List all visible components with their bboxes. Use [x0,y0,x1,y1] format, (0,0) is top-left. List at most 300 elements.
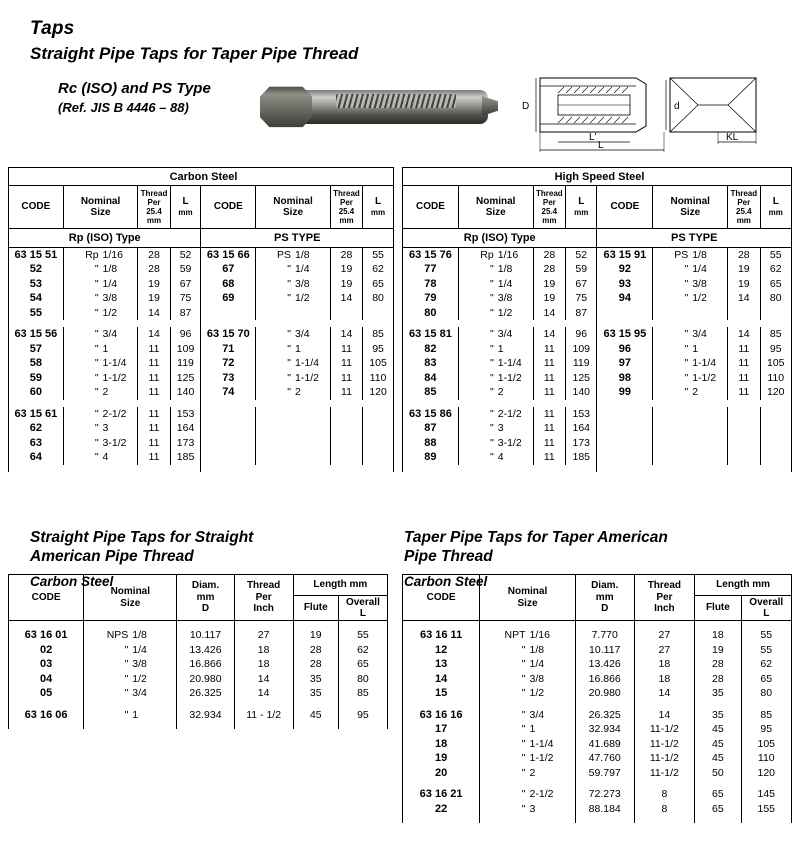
cell-nominal: " 1/4 [653,262,728,277]
tap-product-photo [258,72,502,144]
cell-thread: 11 [533,421,565,436]
cell-nominal: " 2 [480,766,576,781]
cell-flute: 35 [695,708,741,723]
cell-thread: 19 [728,262,760,277]
cell-nominal: " 3/4 [84,686,177,701]
cell-code: 14 [403,672,480,687]
cell-diam: 47.760 [575,751,634,766]
col-flute: Flute [695,596,741,621]
table-group-gap [9,320,394,327]
cell-l: 96 [170,327,201,342]
cell-l: 119 [170,356,201,371]
cell-l: 140 [170,385,201,400]
cell-code: 92 [597,262,653,277]
cell-flute: 19 [293,628,338,643]
table-group-gap [403,701,792,708]
table-row [403,356,792,371]
table-row [403,737,792,752]
cell-thread: 27 [634,643,695,658]
cell-l: 85 [760,327,791,342]
table-row [403,371,792,386]
cell-l: 67 [566,277,597,292]
cell-thread: 11-1/2 [634,722,695,737]
cell-flute: 18 [695,628,741,643]
cell-diam: 20.980 [575,686,634,701]
cell-code: 69 [201,291,256,306]
cell-l: 125 [170,371,201,386]
table-row [403,722,792,737]
cell-code: 87 [403,421,459,436]
table-row [9,342,394,357]
table-group-gap [9,621,388,629]
cell-diam: 59.797 [575,766,634,781]
cell-overall: 65 [338,657,387,672]
taper-american-pipe-table [402,574,792,823]
cell-nominal: " 1/4 [480,657,576,672]
cell-nominal: NPT 1/16 [480,628,576,643]
cell-nominal: Rp 1/16 [458,248,533,263]
cell-nominal: " 3 [458,421,533,436]
cell-nominal: " 1/2 [84,672,177,687]
table-group-gap [403,621,792,629]
cell-code: 63 15 76 [403,248,459,263]
cell-nominal: " 1/2 [480,686,576,701]
page-subtitle: Straight Pipe Taps for Taper Pipe Thread [30,44,359,63]
cell-nominal: " 3/8 [458,291,533,306]
cell-thread: 11 [533,371,565,386]
cell-nominal: NPS 1/8 [84,628,177,643]
table-section-title-row [403,168,792,186]
br-title-line2: Pipe Thread [404,548,493,566]
col-thread: Thread Per 25.4 mm [533,186,565,229]
cell-nominal: " 1/8 [458,262,533,277]
col-thread: Thread Per 25.4 mm [138,186,170,229]
cell-nominal: " 1-1/4 [63,356,138,371]
cell-nominal: " 1-1/2 [458,371,533,386]
cell-thread: 28 [533,248,565,263]
cell-thread: 11 [728,356,760,371]
br-title-line3: Carbon Steel [404,573,488,589]
cell-nominal: " 1-1/2 [256,371,331,386]
cell-code: 63 15 70 [201,327,256,342]
cell-thread: 11 [533,436,565,451]
table-row [403,643,792,658]
cell-code: 63 16 01 [9,628,84,643]
table-row [403,751,792,766]
cell-code: 20 [403,766,480,781]
cell-l: 125 [566,371,597,386]
cell-thread: 11 [533,342,565,357]
cell-overall: 80 [741,686,791,701]
cell-thread: 11 [330,371,362,386]
cell-flute: 35 [695,686,741,701]
cell-nominal: " 1 [458,342,533,357]
cell-code: 60 [9,385,64,400]
drawing-label-Lprime: L' [589,132,597,143]
cell-l: 153 [170,407,201,422]
cell-flute: 35 [293,686,338,701]
cell-nominal: " 1/8 [63,262,138,277]
cell-diam: 88.184 [575,802,634,817]
cell-l: 75 [170,291,201,306]
cell-nominal: " 2-1/2 [63,407,138,422]
cell-l: 120 [760,385,791,400]
cell-code: 63 16 21 [403,787,480,802]
cell-l: 173 [170,436,201,451]
cell-code: 63 15 56 [9,327,64,342]
cell-flute: 45 [695,737,741,752]
table-row [9,385,394,400]
cell-thread: 11 [533,407,565,422]
cell-overall: 110 [741,751,791,766]
cell-thread: 8 [634,802,695,817]
cell-thread: 18 [234,643,293,658]
tap-square-drive [260,86,312,128]
cell-nominal: " 1-1/4 [256,356,331,371]
cell-overall: 55 [741,643,791,658]
table-column-header-row [403,186,792,229]
cell-nominal: " 3/8 [256,277,331,292]
cell-thread: 28 [728,248,760,263]
cell-l: 85 [363,327,394,342]
cell-nominal: " 3/4 [480,708,576,723]
cell-nominal: " 2 [63,385,138,400]
tap-tip [482,96,498,116]
table-bottom-pad [9,722,388,729]
cell-thread: 11 [138,371,170,386]
cell-nominal: " 2 [653,385,728,400]
cell-nominal: " 1/4 [84,643,177,658]
col-nominal2: Nominal Size [653,186,728,229]
cell-code: 63 15 95 [597,327,653,342]
cell-thread: 11 [728,371,760,386]
cell-overall: 62 [338,643,387,658]
drawing-label-KL: KL [726,132,739,143]
cell-thread: 19 [533,277,565,292]
cell-thread: 11 [330,342,362,357]
table-type-row [403,229,792,248]
cell-thread: 28 [533,262,565,277]
cell-code: 74 [201,385,256,400]
col-nominal: Nominal Size [84,575,177,621]
cell-l: 95 [363,342,394,357]
cell-thread: 11 [533,385,565,400]
cell-l: 95 [760,342,791,357]
col-nominal: Nominal Size [458,186,533,229]
cell-code: 96 [597,342,653,357]
cell-l: 105 [363,356,394,371]
table-row [9,262,394,277]
cell-thread: 14 [330,291,362,306]
table-row [9,356,394,371]
cell-code: 68 [201,277,256,292]
col-flute: Flute [293,596,338,621]
cell-code: 63 15 81 [403,327,459,342]
cell-l: 59 [566,262,597,277]
table-group-gap [403,780,792,787]
cell-l: 96 [566,327,597,342]
col-l: L mm [566,186,597,229]
cell-flute: 28 [293,657,338,672]
table-row [9,248,394,263]
cell-code: 98 [597,371,653,386]
cell-flute: 28 [293,643,338,658]
cell-flute: 45 [293,708,338,723]
table-group-gap [403,320,792,327]
cell-thread: 18 [634,672,695,687]
cell-code: 83 [403,356,459,371]
cell-nominal: " 1/8 [480,643,576,658]
cell-code: 71 [201,342,256,357]
col-l: L mm [170,186,201,229]
cell-diam: 7.770 [575,628,634,643]
table-row [403,342,792,357]
cell-l: 52 [170,248,201,263]
cell-diam: 26.325 [177,686,234,701]
cell-thread: 28 [138,262,170,277]
cell-thread: 18 [634,657,695,672]
cell-code: 78 [403,277,459,292]
cell-nominal: " 1/4 [63,277,138,292]
cell-diam: 10.117 [575,643,634,658]
cell-thread: 14 [234,672,293,687]
drawing-label-L: L [598,140,604,151]
cell-l: 185 [170,450,201,465]
col-thread2: Thread Per 25.4 mm [330,186,362,229]
cell-code: 19 [403,751,480,766]
cell-code: 94 [597,291,653,306]
table-row [9,291,394,306]
cell-diam: 72.273 [575,787,634,802]
cell-thread: 11 [728,385,760,400]
cell-code: 57 [9,342,64,357]
table-type-row [9,229,394,248]
cell-thread: 11 - 1/2 [234,708,293,723]
table-bottom-pad [403,816,792,823]
cell-code: 99 [597,385,653,400]
table-row [9,306,394,321]
cell-thread: 11 [138,342,170,357]
cell-nominal: " 4 [63,450,138,465]
cell-nominal: " 3/8 [63,291,138,306]
cell-code: 52 [9,262,64,277]
straight-american-pipe-table [8,574,388,729]
table-group-gap [9,701,388,708]
col-length: Length mm [695,575,792,596]
cell-l: 65 [363,277,394,292]
cell-diam: 13.426 [575,657,634,672]
cell-nominal: " 1-1/4 [458,356,533,371]
cell-thread: 11 [138,450,170,465]
cell-l: 185 [566,450,597,465]
table-row [403,248,792,263]
cell-code: 67 [201,262,256,277]
bl-title-line3: Carbon Steel [30,573,114,589]
cell-code: 64 [9,450,64,465]
cell-code: 53 [9,277,64,292]
cell-code: 63 15 51 [9,248,64,263]
col-nominal: Nominal Size [63,186,138,229]
cell-thread: 28 [330,248,362,263]
cell-code: 89 [403,450,459,465]
cell-nominal: " 3/8 [653,277,728,292]
table-row [9,643,388,658]
col-l2: L mm [760,186,791,229]
cell-code: 22 [403,802,480,817]
cell-code: 59 [9,371,64,386]
br-title-line1: Taper Pipe Taps for Taper American [404,529,668,546]
cell-nominal: " 3/4 [653,327,728,342]
cell-thread: 19 [330,262,362,277]
cell-l: 153 [566,407,597,422]
cell-flute: 65 [695,787,741,802]
cell-overall: 155 [741,802,791,817]
cell-code: 84 [403,371,459,386]
cell-l: 67 [170,277,201,292]
cell-flute: 45 [695,722,741,737]
table-row [403,436,792,451]
cell-code: 15 [403,686,480,701]
cell-flute: 28 [695,657,741,672]
table-section-title-row [9,168,394,186]
section-title: High Speed Steel [403,168,792,186]
cell-thread: 14 [330,327,362,342]
high-speed-steel-table [402,167,792,472]
cell-nominal: PS 1/8 [256,248,331,263]
cell-l: 80 [760,291,791,306]
table-row [403,407,792,422]
table-group-gap [9,400,394,407]
cell-overall: 145 [741,787,791,802]
cell-flute: 28 [695,672,741,687]
col-code: CODE [9,575,84,621]
cell-thread: 28 [138,248,170,263]
cell-thread: 14 [533,327,565,342]
table-row [9,708,388,723]
cell-l: 109 [566,342,597,357]
cell-thread: 11 [138,385,170,400]
table-row [9,327,394,342]
type-right: PS TYPE [597,229,792,248]
cell-code: 04 [9,672,84,687]
cell-overall: 120 [741,766,791,781]
col-diam: Diam. mm D [575,575,634,621]
table-row [9,407,394,422]
cell-diam: 10.117 [177,628,234,643]
table-row [403,802,792,817]
table-row [403,708,792,723]
bl-title-line1: Straight Pipe Taps for Straight [30,529,254,546]
cell-code: 13 [403,657,480,672]
col-thread: Thread Per Inch [634,575,695,621]
cell-thread: 14 [234,686,293,701]
cell-nominal: " 1-1/4 [480,737,576,752]
col-overall: Overall L [741,596,791,621]
cell-l: 55 [760,248,791,263]
cell-overall: 62 [741,657,791,672]
cell-thread: 27 [634,628,695,643]
cell-thread: 14 [138,327,170,342]
carbon-steel-table [8,167,394,472]
section-title: Carbon Steel [9,168,394,186]
table-row [403,277,792,292]
cell-nominal: Rp 1/16 [63,248,138,263]
cell-overall: 55 [338,628,387,643]
table-row [9,371,394,386]
cell-overall: 55 [741,628,791,643]
cell-l: 55 [363,248,394,263]
table-row [403,306,792,321]
cell-code: 73 [201,371,256,386]
cell-code: 80 [403,306,459,321]
cell-thread: 14 [634,708,695,723]
cell-thread: 11 [728,342,760,357]
technical-drawing [518,62,778,152]
cell-thread: 11 [330,385,362,400]
cell-nominal: " 1/4 [256,262,331,277]
cell-nominal: " 3-1/2 [63,436,138,451]
cell-thread: 19 [138,291,170,306]
cell-thread: 11 [138,407,170,422]
cell-diam: 16.866 [177,657,234,672]
cell-l: 109 [170,342,201,357]
cell-nominal: PS 1/8 [653,248,728,263]
table-row [9,686,388,701]
cell-nominal: " 1 [653,342,728,357]
cell-thread: 11 [330,356,362,371]
cell-overall: 95 [338,708,387,723]
col-overall: Overall L [338,596,387,621]
cell-code: 02 [9,643,84,658]
cell-diam: 32.934 [177,708,234,723]
page-title: Taps [30,18,75,39]
cell-l: 87 [566,306,597,321]
cell-code: 93 [597,277,653,292]
cell-l: 120 [363,385,394,400]
table-row [403,385,792,400]
cell-code: 18 [403,737,480,752]
cell-diam: 26.325 [575,708,634,723]
table-group-gap [403,400,792,407]
cell-overall: 95 [741,722,791,737]
cell-thread: 14 [728,327,760,342]
reference-line: (Ref. JIS B 4446 – 88) [58,100,189,115]
cell-thread: 11 [138,356,170,371]
cell-thread: 14 [634,686,695,701]
table-row [403,787,792,802]
cell-flute: 45 [695,751,741,766]
cell-nominal: " 1 [256,342,331,357]
table-row [9,672,388,687]
cell-nominal: " 3/4 [256,327,331,342]
cell-code: 63 [9,436,64,451]
cell-overall: 85 [741,708,791,723]
cell-nominal: " 1/2 [256,291,331,306]
cell-l: 65 [760,277,791,292]
cell-diam: 20.980 [177,672,234,687]
cell-nominal: " 2 [458,385,533,400]
cell-l: 52 [566,248,597,263]
col-code2: CODE [201,186,256,229]
cell-nominal: " 1-1/2 [480,751,576,766]
cell-flute: 50 [695,766,741,781]
cell-code: 97 [597,356,653,371]
cell-nominal: " 1-1/2 [63,371,138,386]
cell-nominal: " 1 [480,722,576,737]
type-left: Rp (ISO) Type [9,229,201,248]
cell-code: 58 [9,356,64,371]
table-row [9,436,394,451]
